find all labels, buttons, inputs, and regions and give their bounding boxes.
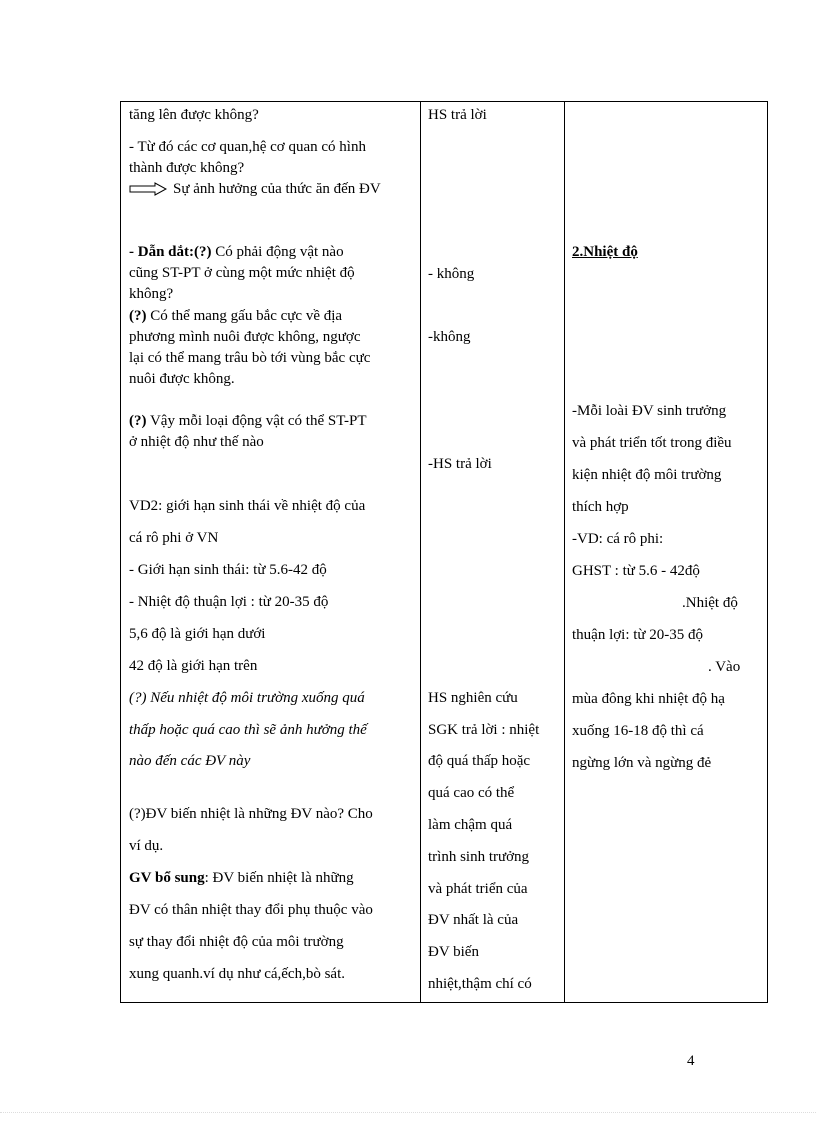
text-line: (?) Nếu nhiệt độ môi trường xuống quá [129,690,365,706]
right-arrow-icon [129,182,167,196]
text-span: Có thể mang gấu bắc cực về địa [146,308,343,324]
student-answer: trình sinh trưởng [428,849,530,865]
student-answer: quá cao có thể [428,785,515,801]
text-line: nào đến các ĐV này [129,753,251,769]
text-line [129,306,342,327]
text-line: thành được không? [129,160,245,176]
content-line: -VD: cá rô phi: [572,531,664,547]
text-line: - Nhiệt độ thuận lợi : từ 20-35 độ [129,594,329,610]
text-line: nuôi được không. [129,371,235,387]
text-line: - Từ đó các cơ quan,hệ cơ quan có hình [129,139,366,155]
arrow-line [129,179,381,200]
text-line [129,242,344,263]
student-answer: - không [428,266,475,282]
text-line: - Giới hạn sinh thái: từ 5.6-42 độ [129,562,327,578]
page-bottom-edge [0,1112,816,1113]
text-line: lại có thể mang trâu bò tới vùng bắc cực [129,350,371,366]
text-line: không? [129,286,174,302]
lead-in-label: - Dẫn dắt: [129,244,195,260]
content-line: kiện nhiệt độ môi trường [572,467,722,483]
text-line: (?)ĐV biến nhiệt là những ĐV nào? Cho [129,806,373,822]
text-line: phương mình nuôi được không, ngược [129,329,361,345]
student-answer: độ quá thấp hoặc [428,753,531,769]
text-line: 5,6 độ là giới hạn dưới [129,626,266,642]
content-line: thuận lợi: từ 20-35 độ [572,627,704,643]
student-answer: HS trả lời [428,107,487,123]
text-line: cá rô phi ở VN [129,530,219,546]
page-number: 4 [687,1053,695,1069]
text-line: ở nhiệt độ như thế nào [129,434,264,450]
column-divider [564,102,565,1002]
student-answer: SGK trả lời : nhiệt [428,722,540,738]
question-mark: (?) [129,308,147,324]
student-answer: và phát triển của [428,881,528,897]
text-line: VD2: giới hạn sinh thái về nhiệt độ của [129,498,366,514]
text-line: sự thay đổi nhiệt độ của môi trường [129,934,344,950]
content-line: .Nhiệt độ [682,595,738,611]
student-answer: ĐV biến [428,944,479,960]
student-answer: HS nghiên cứu [428,690,518,706]
text-line: ví dụ. [129,838,164,854]
student-answer: ĐV nhất là của [428,912,519,928]
text-span: Vậy mỗi loại động vật có thể ST-PT [146,413,367,429]
text-line: cũng ST-PT ở cùng một mức nhiệt độ [129,265,355,281]
text-line [129,411,366,432]
student-answer: nhiệt,thậm chí có [428,976,532,992]
column-divider [420,102,421,1002]
content-line: ngừng lớn và ngừng đẻ [572,755,712,771]
text-line: 42 độ là giới hạn trên [129,658,258,674]
text-line: tăng lên được không? [129,107,259,123]
student-answer: làm chậm quá [428,817,513,833]
content-line: GHST : từ 5.6 - 42độ [572,563,700,579]
text-line: xung quanh.ví dụ như cá,ếch,bò sát. [129,966,345,982]
content-line: -Mỗi loài ĐV sinh trưởng [572,403,727,419]
text-line: thấp hoặc quá cao thì sẽ ảnh hưởng thế [129,722,367,738]
teacher-note-label: GV bổ sung [129,870,205,886]
text-line [129,868,354,889]
content-line: . Vào [708,659,741,675]
text-span: : ĐV biến nhiệt là những [204,870,354,886]
lesson-table [120,101,768,1003]
content-line: xuống 16-18 độ thì cá [572,723,704,739]
student-answer: -HS trả lời [428,456,492,472]
student-answer: -không [428,329,471,345]
text-line: ĐV có thân nhiệt thay đổi phụ thuộc vào [129,902,373,918]
text-span: Có phải động vật nào [211,244,344,260]
section-heading: 2.Nhiệt độ [572,244,638,260]
question-mark: (?) [129,413,147,429]
question-mark: (?) [194,244,212,260]
content-line: và phát triển tốt trong điều [572,435,732,451]
text-line: Sự ảnh hưởng của thức ăn đến ĐV [173,181,381,197]
content-line: mùa đông khi nhiệt độ hạ [572,691,725,707]
content-line: thích hợp [572,499,629,515]
